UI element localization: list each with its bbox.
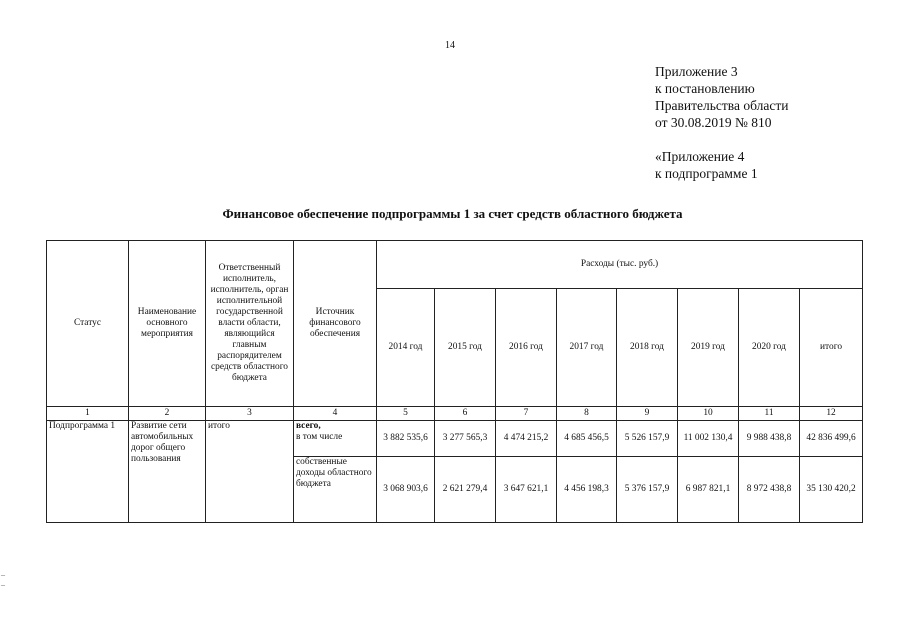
header-row <box>47 241 863 289</box>
header-year: 2019 год <box>678 289 739 407</box>
header-year: 2016 год <box>496 289 557 407</box>
header-status: Статус <box>47 241 129 407</box>
measure-cell: Развитие сети автомобильных дорог общего пользования <box>129 421 206 523</box>
source-label: в том числе <box>296 432 343 442</box>
source-label: собственные доходы областного бюджета <box>296 457 372 489</box>
spacer <box>655 131 788 148</box>
appendix-line: «Приложение 4 <box>655 149 745 164</box>
value-cell: 11 002 130,4 <box>678 421 739 457</box>
value-cell: 4 685 456,5 <box>557 421 617 457</box>
column-number: 10 <box>678 407 739 421</box>
scan-edge-mark: – <box>1 580 5 589</box>
value-cell: 3 068 903,6 <box>377 457 435 523</box>
table-row <box>47 421 863 457</box>
header-expenses: Расходы (тыс. руб.) <box>377 241 863 289</box>
value-cell: 3 647 621,1 <box>496 457 557 523</box>
value-cell: 8 972 438,8 <box>739 457 800 523</box>
header-total: итого <box>800 289 863 407</box>
column-number: 7 <box>496 407 557 421</box>
column-number: 2 <box>129 407 206 421</box>
column-number: 6 <box>435 407 496 421</box>
value-cell: 5 376 157,9 <box>617 457 678 523</box>
header-year: 2018 год <box>617 289 678 407</box>
header-year: 2017 год <box>557 289 617 407</box>
column-number: 4 <box>294 407 377 421</box>
financing-table <box>46 240 863 523</box>
value-cell: 3 882 535,6 <box>377 421 435 457</box>
appendix-line: от 30.08.2019 № 810 <box>655 115 772 130</box>
header-source: Источник финансового обеспечения <box>294 241 377 407</box>
status-cell: Подпрограмма 1 <box>47 421 129 523</box>
header-year: 2020 год <box>739 289 800 407</box>
total-cell: 42 836 499,6 <box>800 421 863 457</box>
value-cell: 2 621 279,4 <box>435 457 496 523</box>
column-number-row <box>47 407 863 421</box>
header-executor: Ответственный исполнитель, исполнитель, орган исполнительной государственной власти области, являющийся главным распорядителем средств областного бюджета <box>206 241 294 407</box>
value-cell: 4 474 215,2 <box>496 421 557 457</box>
column-number: 8 <box>557 407 617 421</box>
page-number: 14 <box>445 40 455 51</box>
document-title: Финансовое обеспечение подпрограммы 1 за счет средств областного бюджета <box>222 206 683 221</box>
column-number: 1 <box>47 407 129 421</box>
column-number: 9 <box>617 407 678 421</box>
header-year: 2014 год <box>377 289 435 407</box>
executor-cell: итого <box>206 421 294 523</box>
appendix-line: к подпрограмме 1 <box>655 166 758 181</box>
column-number: 11 <box>739 407 800 421</box>
value-cell: 4 456 198,3 <box>557 457 617 523</box>
appendix-reference <box>655 63 788 182</box>
appendix-line: Приложение 3 <box>655 64 738 79</box>
column-number: 12 <box>800 407 863 421</box>
source-cell <box>294 421 377 457</box>
appendix-line: к постановлению <box>655 81 755 96</box>
value-cell: 3 277 565,3 <box>435 421 496 457</box>
source-cell <box>294 457 377 523</box>
column-number: 5 <box>377 407 435 421</box>
header-year: 2015 год <box>435 289 496 407</box>
source-label-bold: всего, <box>296 421 321 431</box>
scan-edge-mark: – <box>1 570 5 579</box>
total-cell: 35 130 420,2 <box>800 457 863 523</box>
header-measure: Наименование основного мероприятия <box>129 241 206 407</box>
appendix-line: Правительства области <box>655 98 789 113</box>
column-number: 3 <box>206 407 294 421</box>
value-cell: 5 526 157,9 <box>617 421 678 457</box>
value-cell: 6 987 821,1 <box>678 457 739 523</box>
value-cell: 9 988 438,8 <box>739 421 800 457</box>
